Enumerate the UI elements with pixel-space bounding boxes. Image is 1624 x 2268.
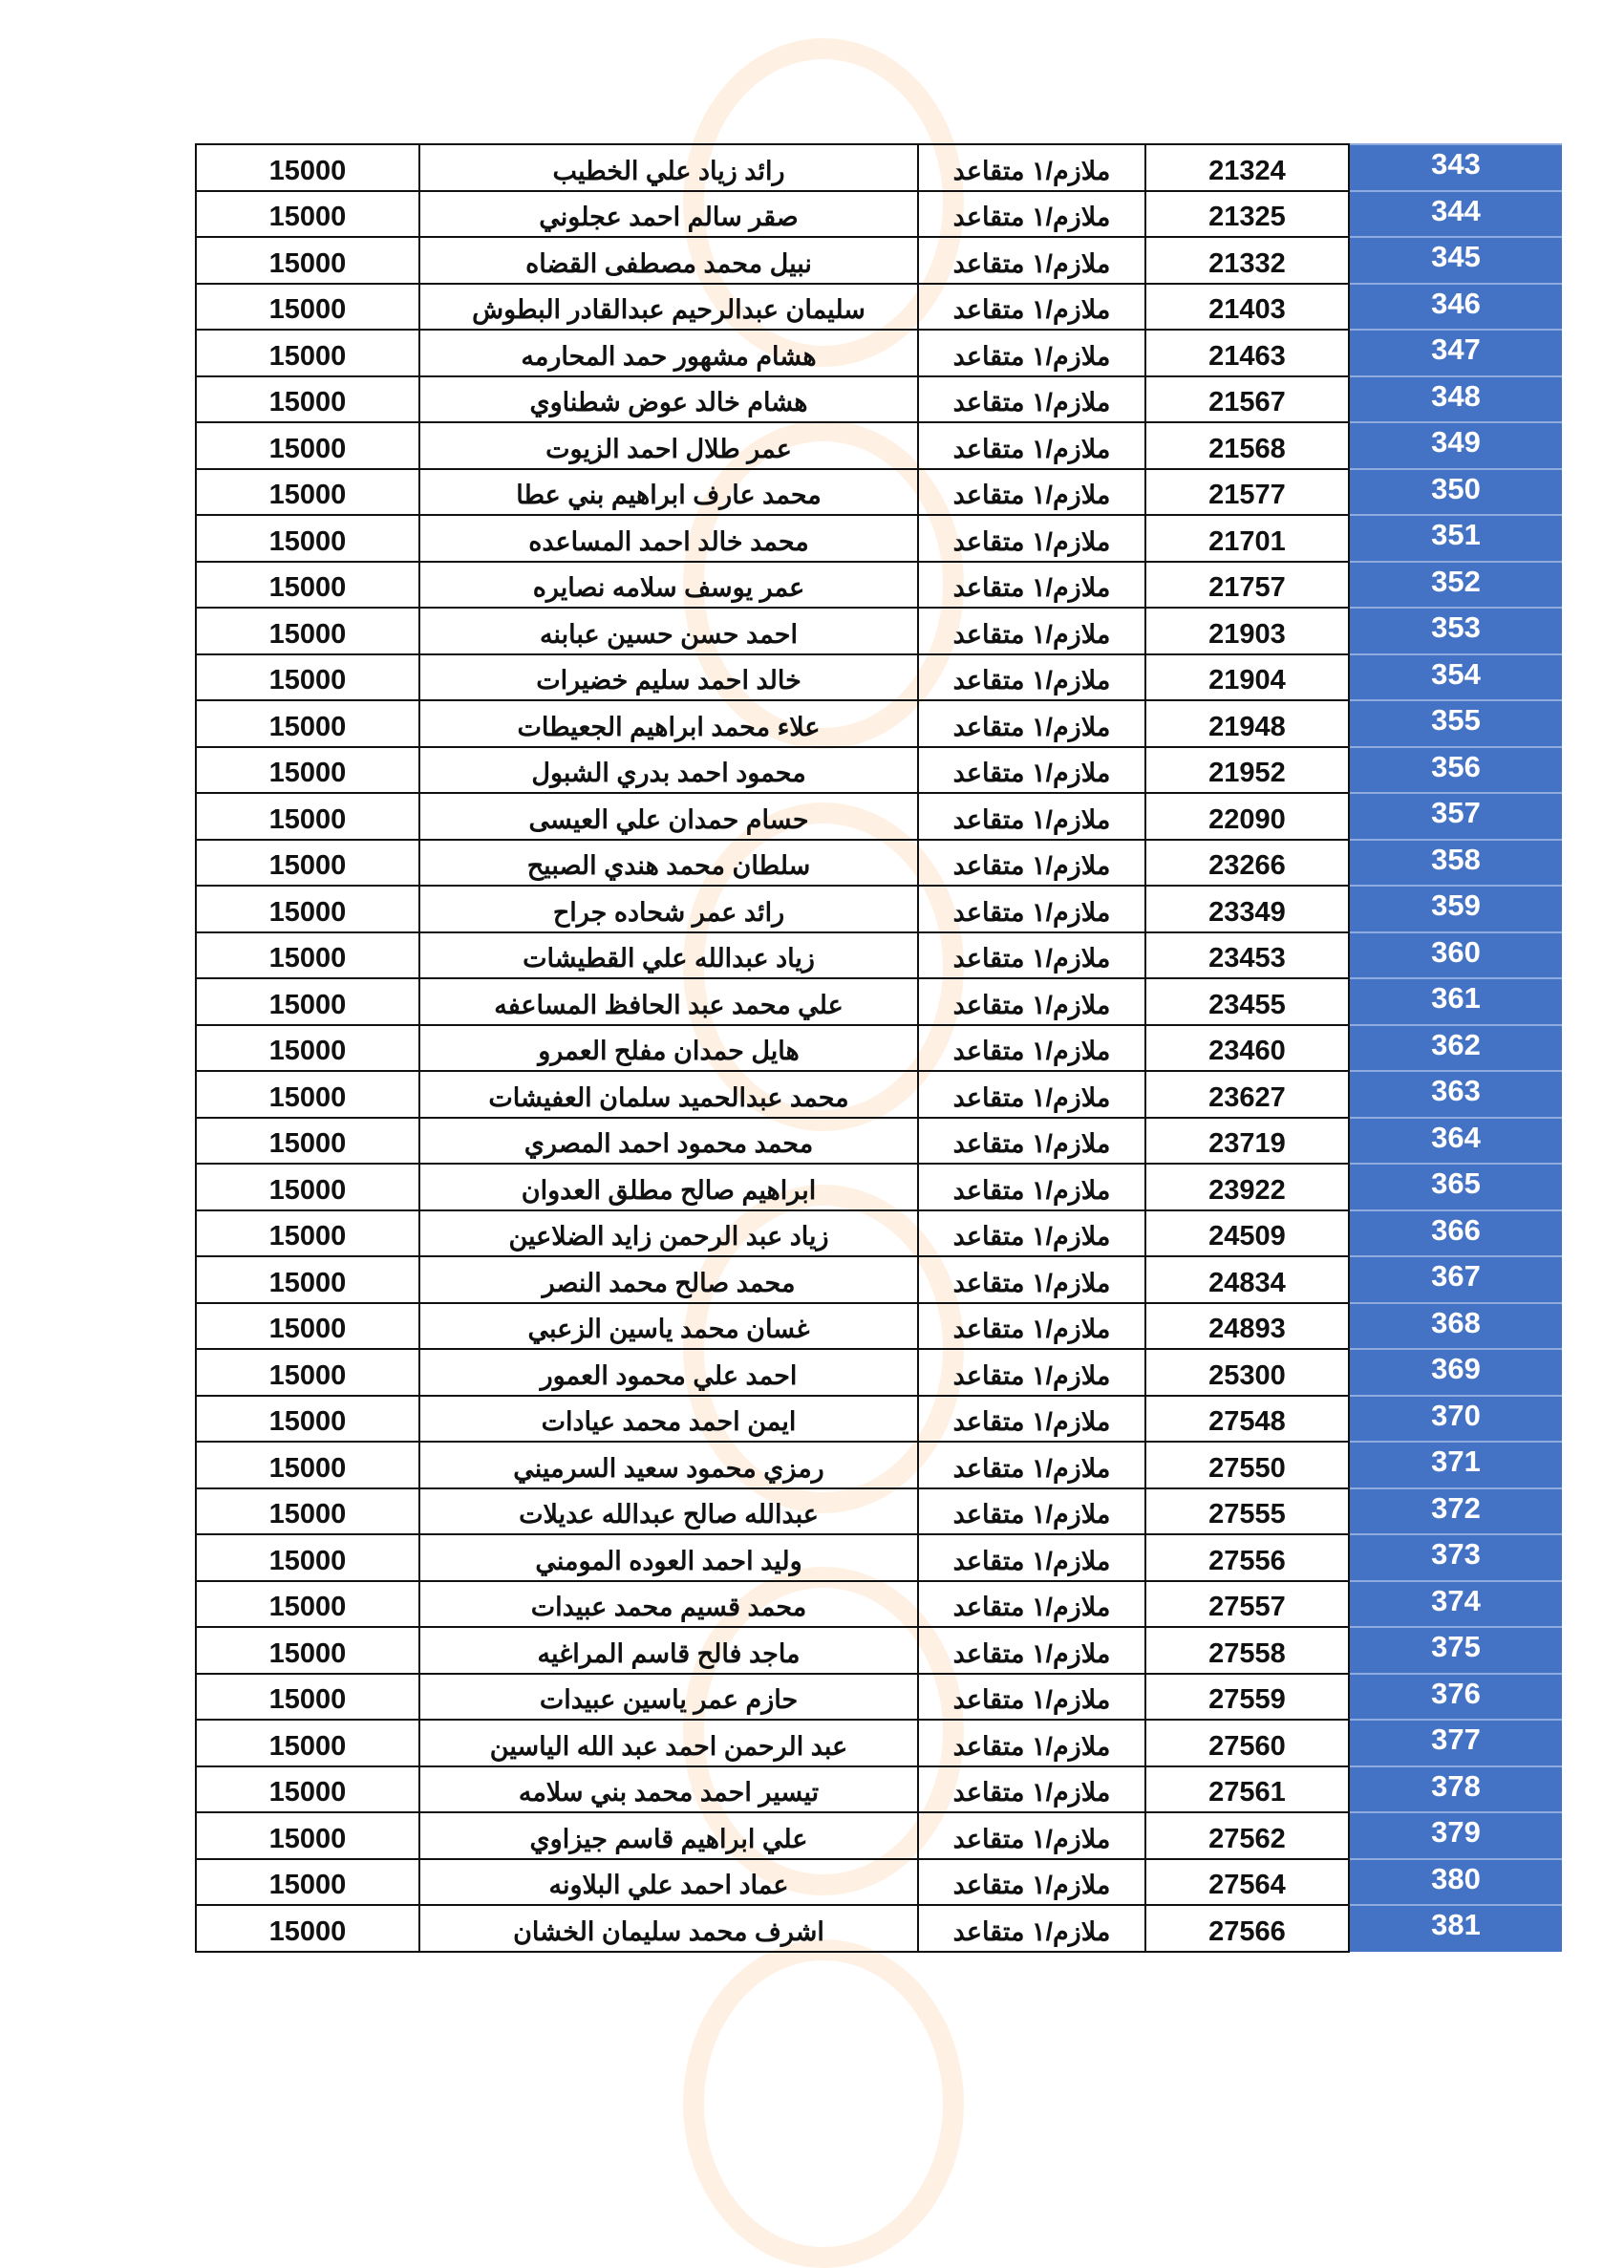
number-cell: 21332 bbox=[1145, 237, 1349, 284]
table-row bbox=[196, 932, 1562, 979]
serial-cell: 364 bbox=[1349, 1118, 1562, 1165]
amount-cell: 15000 bbox=[196, 1303, 419, 1350]
number-cell: 21903 bbox=[1145, 608, 1349, 654]
rank-cell: ملازم/١ متقاعد bbox=[918, 747, 1145, 794]
table-row bbox=[196, 1025, 1562, 1072]
rank-cell: ملازم/١ متقاعد bbox=[918, 654, 1145, 701]
amount-cell: 15000 bbox=[196, 1256, 419, 1303]
amount-cell: 15000 bbox=[196, 1581, 419, 1628]
amount-cell: 15000 bbox=[196, 376, 419, 423]
name-cell: نبيل محمد مصطفى القضاه bbox=[419, 237, 918, 284]
amount-cell: 15000 bbox=[196, 840, 419, 887]
rank-cell: ملازم/١ متقاعد bbox=[918, 237, 1145, 284]
number-cell: 23460 bbox=[1145, 1025, 1349, 1072]
rank-cell: ملازم/١ متقاعد bbox=[918, 1674, 1145, 1721]
serial-cell: 370 bbox=[1349, 1396, 1562, 1443]
name-cell: محمد صالح محمد النصر bbox=[419, 1256, 918, 1303]
rank-cell: ملازم/١ متقاعد bbox=[918, 1859, 1145, 1906]
number-cell: 21403 bbox=[1145, 284, 1349, 331]
amount-cell: 15000 bbox=[196, 978, 419, 1025]
table-row bbox=[196, 144, 1562, 191]
name-cell: عبدالله صالح عبدالله عديلات bbox=[419, 1488, 918, 1535]
table-row bbox=[196, 1674, 1562, 1721]
rank-cell: ملازم/١ متقاعد bbox=[918, 1905, 1145, 1952]
table-row bbox=[196, 376, 1562, 423]
number-cell: 21577 bbox=[1145, 469, 1349, 516]
serial-cell: 380 bbox=[1349, 1859, 1562, 1906]
table-row bbox=[196, 747, 1562, 794]
rank-cell: ملازم/١ متقاعد bbox=[918, 330, 1145, 376]
table-row bbox=[196, 330, 1562, 376]
serial-cell: 355 bbox=[1349, 700, 1562, 747]
rank-cell: ملازم/١ متقاعد bbox=[918, 1581, 1145, 1628]
name-cell: زياد عبد الرحمن زايد الضلاعين bbox=[419, 1210, 918, 1257]
serial-cell: 366 bbox=[1349, 1210, 1562, 1257]
amount-cell: 15000 bbox=[196, 1859, 419, 1906]
serial-cell: 379 bbox=[1349, 1812, 1562, 1859]
amount-cell: 15000 bbox=[196, 700, 419, 747]
watermark-logo bbox=[683, 1939, 964, 2268]
rank-cell: ملازم/١ متقاعد bbox=[918, 1303, 1145, 1350]
table-row bbox=[196, 840, 1562, 887]
name-cell: حسام حمدان علي العيسى bbox=[419, 793, 918, 840]
serial-cell: 343 bbox=[1349, 144, 1562, 191]
serial-cell: 365 bbox=[1349, 1164, 1562, 1210]
serial-cell: 372 bbox=[1349, 1488, 1562, 1535]
name-cell: صقر سالم احمد عجلوني bbox=[419, 191, 918, 238]
name-cell: محمد عبدالحميد سلمان العفيشات bbox=[419, 1071, 918, 1118]
name-cell: هشام خالد عوض شطناوي bbox=[419, 376, 918, 423]
number-cell: 21701 bbox=[1145, 515, 1349, 562]
name-cell: رائد زياد علي الخطيب bbox=[419, 144, 918, 191]
number-cell: 21952 bbox=[1145, 747, 1349, 794]
amount-cell: 15000 bbox=[196, 1627, 419, 1674]
number-cell: 23455 bbox=[1145, 978, 1349, 1025]
rank-cell: ملازم/١ متقاعد bbox=[918, 1766, 1145, 1813]
number-cell: 25300 bbox=[1145, 1349, 1349, 1396]
name-cell: رمزي محمود سعيد السرميني bbox=[419, 1442, 918, 1488]
name-cell: عمر طلال احمد الزيوت bbox=[419, 422, 918, 469]
serial-cell: 352 bbox=[1349, 562, 1562, 609]
rank-cell: ملازم/١ متقاعد bbox=[918, 1488, 1145, 1535]
number-cell: 21568 bbox=[1145, 422, 1349, 469]
amount-cell: 15000 bbox=[196, 1349, 419, 1396]
table-row bbox=[196, 1720, 1562, 1766]
table-row bbox=[196, 237, 1562, 284]
amount-cell: 15000 bbox=[196, 1210, 419, 1257]
amount-cell: 15000 bbox=[196, 747, 419, 794]
rank-cell: ملازم/١ متقاعد bbox=[918, 515, 1145, 562]
rank-cell: ملازم/١ متقاعد bbox=[918, 840, 1145, 887]
rank-cell: ملازم/١ متقاعد bbox=[918, 1071, 1145, 1118]
name-cell: عمر يوسف سلامه نصايره bbox=[419, 562, 918, 609]
rank-cell: ملازم/١ متقاعد bbox=[918, 1812, 1145, 1859]
number-cell: 27548 bbox=[1145, 1396, 1349, 1443]
serial-cell: 378 bbox=[1349, 1766, 1562, 1813]
serial-cell: 359 bbox=[1349, 886, 1562, 932]
name-cell: علي ابراهيم قاسم جيزاوي bbox=[419, 1812, 918, 1859]
number-cell: 27564 bbox=[1145, 1859, 1349, 1906]
table-row bbox=[196, 608, 1562, 654]
table-row bbox=[196, 1581, 1562, 1628]
table-row bbox=[196, 562, 1562, 609]
number-cell: 27559 bbox=[1145, 1674, 1349, 1721]
table-row bbox=[196, 978, 1562, 1025]
amount-cell: 15000 bbox=[196, 422, 419, 469]
amount-cell: 15000 bbox=[196, 144, 419, 191]
rank-cell: ملازم/١ متقاعد bbox=[918, 1025, 1145, 1072]
table-row bbox=[196, 1442, 1562, 1488]
serial-cell: 358 bbox=[1349, 840, 1562, 887]
serial-cell: 363 bbox=[1349, 1071, 1562, 1118]
serial-cell: 353 bbox=[1349, 608, 1562, 654]
rank-cell: ملازم/١ متقاعد bbox=[918, 1442, 1145, 1488]
table-row bbox=[196, 1627, 1562, 1674]
amount-cell: 15000 bbox=[196, 330, 419, 376]
amount-cell: 15000 bbox=[196, 932, 419, 979]
rank-cell: ملازم/١ متقاعد bbox=[918, 191, 1145, 238]
number-cell: 21948 bbox=[1145, 700, 1349, 747]
amount-cell: 15000 bbox=[196, 1025, 419, 1072]
amount-cell: 15000 bbox=[196, 1164, 419, 1210]
amount-cell: 15000 bbox=[196, 515, 419, 562]
number-cell: 23453 bbox=[1145, 932, 1349, 979]
table-row bbox=[196, 515, 1562, 562]
amount-cell: 15000 bbox=[196, 1488, 419, 1535]
number-cell: 27556 bbox=[1145, 1534, 1349, 1581]
table-row bbox=[196, 793, 1562, 840]
table-row bbox=[196, 1396, 1562, 1443]
amount-cell: 15000 bbox=[196, 1071, 419, 1118]
table-row bbox=[196, 191, 1562, 238]
serial-cell: 344 bbox=[1349, 191, 1562, 238]
rank-cell: ملازم/١ متقاعد bbox=[918, 1349, 1145, 1396]
number-cell: 21325 bbox=[1145, 191, 1349, 238]
name-cell: علي محمد عبد الحافظ المساعفه bbox=[419, 978, 918, 1025]
table-row bbox=[196, 1210, 1562, 1257]
number-cell: 27566 bbox=[1145, 1905, 1349, 1952]
rank-cell: ملازم/١ متقاعد bbox=[918, 144, 1145, 191]
number-cell: 27550 bbox=[1145, 1442, 1349, 1488]
serial-cell: 368 bbox=[1349, 1303, 1562, 1350]
number-cell: 21463 bbox=[1145, 330, 1349, 376]
table-row bbox=[196, 1859, 1562, 1906]
serial-cell: 374 bbox=[1349, 1581, 1562, 1628]
amount-cell: 15000 bbox=[196, 284, 419, 331]
rank-cell: ملازم/١ متقاعد bbox=[918, 562, 1145, 609]
serial-cell: 346 bbox=[1349, 284, 1562, 331]
amount-cell: 15000 bbox=[196, 1118, 419, 1165]
name-cell: ابراهيم صالح مطلق العدوان bbox=[419, 1164, 918, 1210]
amount-cell: 15000 bbox=[196, 1442, 419, 1488]
rank-cell: ملازم/١ متقاعد bbox=[918, 1534, 1145, 1581]
rank-cell: ملازم/١ متقاعد bbox=[918, 978, 1145, 1025]
serial-cell: 354 bbox=[1349, 654, 1562, 701]
serial-cell: 357 bbox=[1349, 793, 1562, 840]
name-cell: عماد احمد علي البلاونه bbox=[419, 1859, 918, 1906]
number-cell: 21324 bbox=[1145, 144, 1349, 191]
table-row bbox=[196, 284, 1562, 331]
serial-cell: 377 bbox=[1349, 1720, 1562, 1766]
name-cell: هايل حمدان مفلح العمرو bbox=[419, 1025, 918, 1072]
serial-cell: 356 bbox=[1349, 747, 1562, 794]
serial-cell: 350 bbox=[1349, 469, 1562, 516]
table-row bbox=[196, 1812, 1562, 1859]
retirees-table bbox=[195, 143, 1562, 1953]
number-cell: 27560 bbox=[1145, 1720, 1349, 1766]
amount-cell: 15000 bbox=[196, 793, 419, 840]
rank-cell: ملازم/١ متقاعد bbox=[918, 1627, 1145, 1674]
table-row bbox=[196, 886, 1562, 932]
name-cell: محمد قسيم محمد عبيدات bbox=[419, 1581, 918, 1628]
amount-cell: 15000 bbox=[196, 469, 419, 516]
name-cell: تيسير احمد محمد بني سلامه bbox=[419, 1766, 918, 1813]
name-cell: محمد عارف ابراهيم بني عطا bbox=[419, 469, 918, 516]
rank-cell: ملازم/١ متقاعد bbox=[918, 932, 1145, 979]
amount-cell: 15000 bbox=[196, 886, 419, 932]
name-cell: محمد خالد احمد المساعده bbox=[419, 515, 918, 562]
table-row bbox=[196, 1766, 1562, 1813]
rank-cell: ملازم/١ متقاعد bbox=[918, 1256, 1145, 1303]
number-cell: 27555 bbox=[1145, 1488, 1349, 1535]
serial-cell: 373 bbox=[1349, 1534, 1562, 1581]
table-row bbox=[196, 1905, 1562, 1952]
amount-cell: 15000 bbox=[196, 191, 419, 238]
number-cell: 21904 bbox=[1145, 654, 1349, 701]
serial-cell: 360 bbox=[1349, 932, 1562, 979]
serial-cell: 375 bbox=[1349, 1627, 1562, 1674]
serial-cell: 345 bbox=[1349, 237, 1562, 284]
name-cell: ماجد فالح قاسم المراغيه bbox=[419, 1627, 918, 1674]
name-cell: غسان محمد ياسين الزعبي bbox=[419, 1303, 918, 1350]
name-cell: ايمن احمد محمد عيادات bbox=[419, 1396, 918, 1443]
serial-cell: 347 bbox=[1349, 330, 1562, 376]
serial-cell: 376 bbox=[1349, 1674, 1562, 1721]
rank-cell: ملازم/١ متقاعد bbox=[918, 608, 1145, 654]
serial-cell: 351 bbox=[1349, 515, 1562, 562]
name-cell: سلطان محمد هندي الصبيح bbox=[419, 840, 918, 887]
number-cell: 21757 bbox=[1145, 562, 1349, 609]
name-cell: هشام مشهور حمد المحارمه bbox=[419, 330, 918, 376]
table-row bbox=[196, 654, 1562, 701]
rank-cell: ملازم/١ متقاعد bbox=[918, 376, 1145, 423]
amount-cell: 15000 bbox=[196, 1905, 419, 1952]
table-row bbox=[196, 1303, 1562, 1350]
number-cell: 23719 bbox=[1145, 1118, 1349, 1165]
name-cell: وليد احمد العوده المومني bbox=[419, 1534, 918, 1581]
rank-cell: ملازم/١ متقاعد bbox=[918, 700, 1145, 747]
name-cell: محمد محمود احمد المصري bbox=[419, 1118, 918, 1165]
table-row bbox=[196, 422, 1562, 469]
rank-cell: ملازم/١ متقاعد bbox=[918, 793, 1145, 840]
name-cell: محمود احمد بدري الشبول bbox=[419, 747, 918, 794]
number-cell: 24509 bbox=[1145, 1210, 1349, 1257]
rank-cell: ملازم/١ متقاعد bbox=[918, 469, 1145, 516]
table-row bbox=[196, 1164, 1562, 1210]
number-cell: 21567 bbox=[1145, 376, 1349, 423]
rank-cell: ملازم/١ متقاعد bbox=[918, 1118, 1145, 1165]
table-row bbox=[196, 1488, 1562, 1535]
rank-cell: ملازم/١ متقاعد bbox=[918, 1720, 1145, 1766]
name-cell: حازم عمر ياسين عبيدات bbox=[419, 1674, 918, 1721]
name-cell: سليمان عبدالرحيم عبدالقادر البطوش bbox=[419, 284, 918, 331]
serial-cell: 349 bbox=[1349, 422, 1562, 469]
name-cell: عبد الرحمن احمد عبد الله الياسين bbox=[419, 1720, 918, 1766]
number-cell: 27557 bbox=[1145, 1581, 1349, 1628]
amount-cell: 15000 bbox=[196, 654, 419, 701]
number-cell: 27558 bbox=[1145, 1627, 1349, 1674]
name-cell: احمد علي محمود العمور bbox=[419, 1349, 918, 1396]
name-cell: اشرف محمد سليمان الخشان bbox=[419, 1905, 918, 1952]
amount-cell: 15000 bbox=[196, 1396, 419, 1443]
amount-cell: 15000 bbox=[196, 562, 419, 609]
amount-cell: 15000 bbox=[196, 608, 419, 654]
amount-cell: 15000 bbox=[196, 1766, 419, 1813]
number-cell: 23627 bbox=[1145, 1071, 1349, 1118]
table-row bbox=[196, 1118, 1562, 1165]
number-cell: 22090 bbox=[1145, 793, 1349, 840]
rank-cell: ملازم/١ متقاعد bbox=[918, 1396, 1145, 1443]
serial-cell: 361 bbox=[1349, 978, 1562, 1025]
amount-cell: 15000 bbox=[196, 1812, 419, 1859]
rank-cell: ملازم/١ متقاعد bbox=[918, 1164, 1145, 1210]
serial-cell: 367 bbox=[1349, 1256, 1562, 1303]
table-row bbox=[196, 1349, 1562, 1396]
serial-cell: 362 bbox=[1349, 1025, 1562, 1072]
number-cell: 24834 bbox=[1145, 1256, 1349, 1303]
amount-cell: 15000 bbox=[196, 1534, 419, 1581]
number-cell: 27561 bbox=[1145, 1766, 1349, 1813]
serial-cell: 348 bbox=[1349, 376, 1562, 423]
serial-cell: 381 bbox=[1349, 1905, 1562, 1952]
name-cell: رائد عمر شحاده جراح bbox=[419, 886, 918, 932]
rank-cell: ملازم/١ متقاعد bbox=[918, 284, 1145, 331]
number-cell: 23349 bbox=[1145, 886, 1349, 932]
table-row bbox=[196, 700, 1562, 747]
name-cell: خالد احمد سليم خضيرات bbox=[419, 654, 918, 701]
amount-cell: 15000 bbox=[196, 1674, 419, 1721]
number-cell: 27562 bbox=[1145, 1812, 1349, 1859]
number-cell: 23922 bbox=[1145, 1164, 1349, 1210]
number-cell: 23266 bbox=[1145, 840, 1349, 887]
table-row bbox=[196, 469, 1562, 516]
name-cell: علاء محمد ابراهيم الجعيطات bbox=[419, 700, 918, 747]
serial-cell: 369 bbox=[1349, 1349, 1562, 1396]
amount-cell: 15000 bbox=[196, 1720, 419, 1766]
rank-cell: ملازم/١ متقاعد bbox=[918, 1210, 1145, 1257]
table-row bbox=[196, 1071, 1562, 1118]
table-body bbox=[196, 144, 1562, 1952]
serial-cell: 371 bbox=[1349, 1442, 1562, 1488]
amount-cell: 15000 bbox=[196, 237, 419, 284]
number-cell: 24893 bbox=[1145, 1303, 1349, 1350]
table-row bbox=[196, 1534, 1562, 1581]
name-cell: زياد عبدالله علي القطيشات bbox=[419, 932, 918, 979]
rank-cell: ملازم/١ متقاعد bbox=[918, 422, 1145, 469]
name-cell: احمد حسن حسين عبابنه bbox=[419, 608, 918, 654]
rank-cell: ملازم/١ متقاعد bbox=[918, 886, 1145, 932]
table-row bbox=[196, 1256, 1562, 1303]
